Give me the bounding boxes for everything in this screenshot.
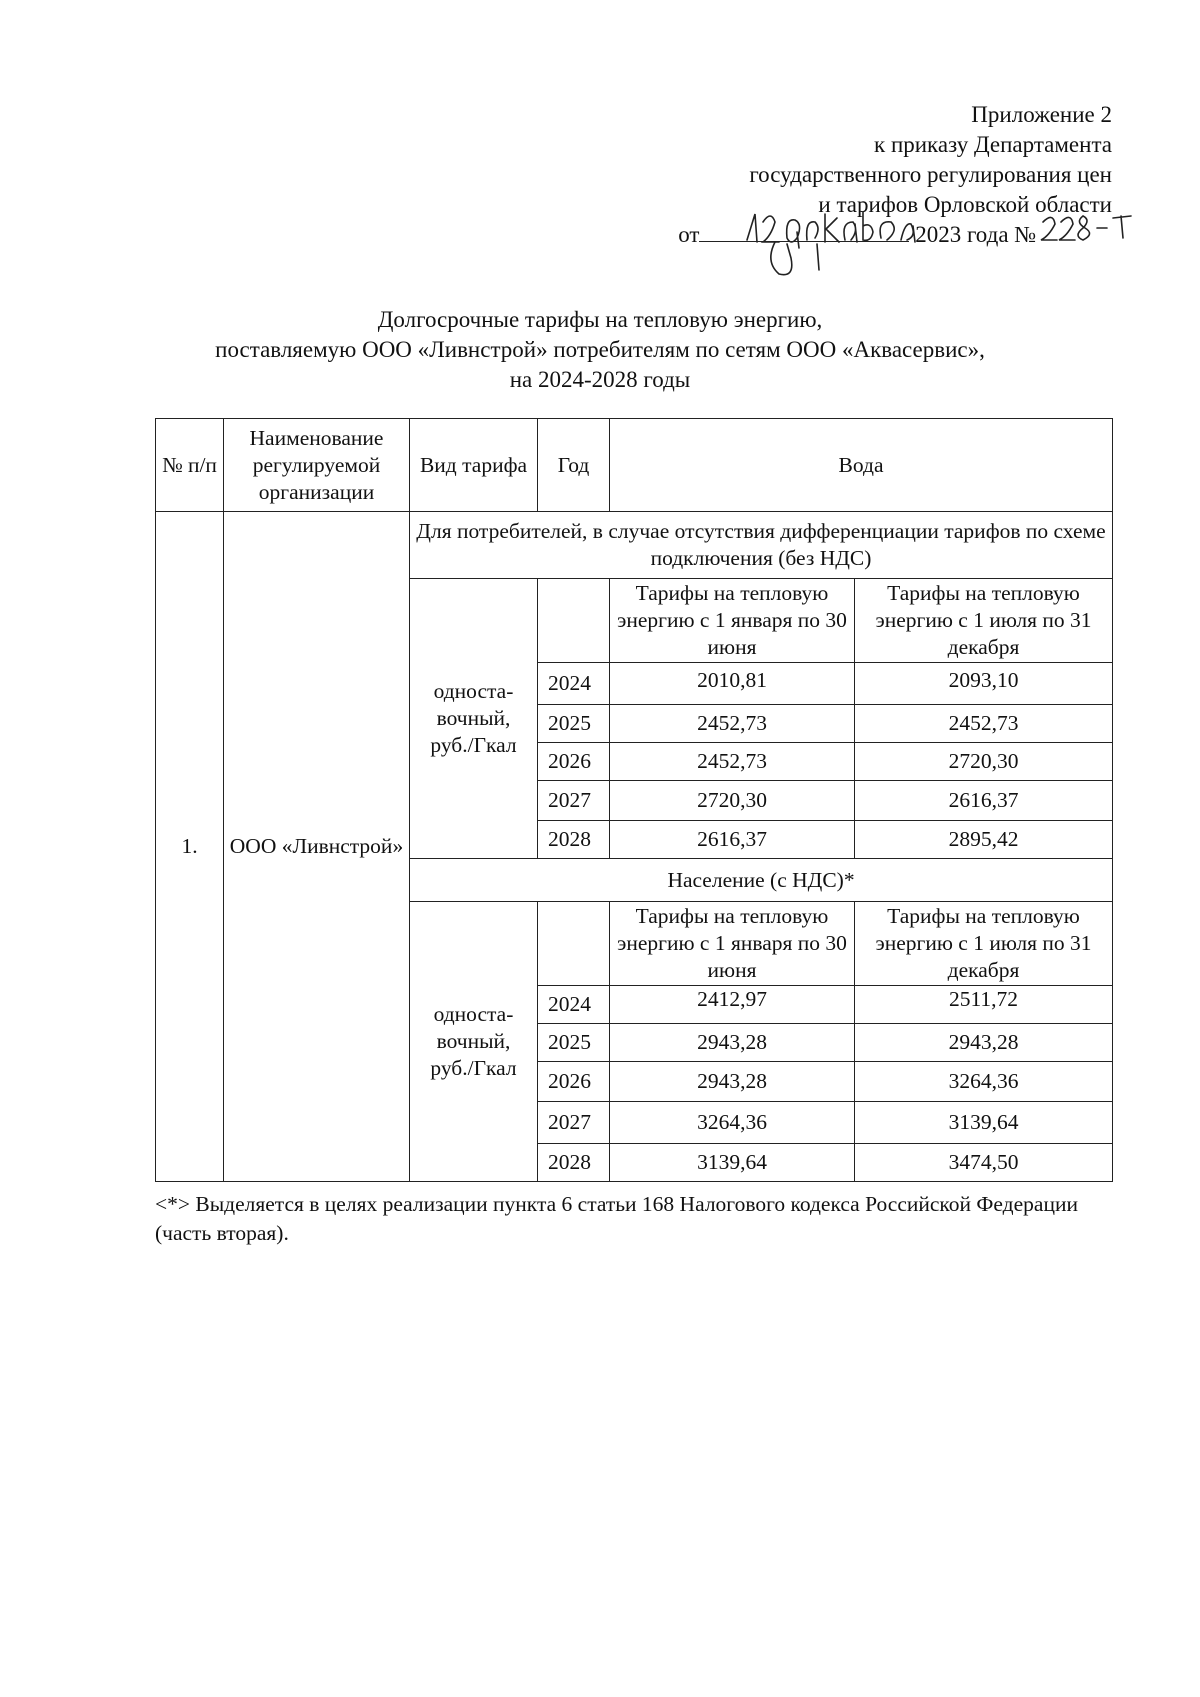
year-cell: 2027 [538, 781, 610, 821]
value-h2: 2452,73 [855, 705, 1113, 743]
order-year: 2023 года № [915, 222, 1037, 247]
tariff-type: односта-вочный, руб./Гкал [410, 902, 538, 1182]
year-cell: 2024 [538, 663, 610, 705]
year-cell: 2025 [538, 705, 610, 743]
footnote: <*> Выделяется в целях реализации пункта 6 статьи 168 Налогового кодекса Российской Федерации (часть вторая). [155, 1192, 1078, 1245]
tariff-table [155, 418, 1113, 1182]
value-h1: 2943,28 [610, 1024, 855, 1062]
value-h2: 3474,50 [855, 1144, 1113, 1182]
tariff-type: односта-вочный, руб./Гкал [410, 579, 538, 859]
year-cell: 2026 [538, 1062, 610, 1102]
value-h2: 2093,10 [855, 663, 1113, 705]
subheader-h1: Тарифы на тепловую энергию с 1 января по 30 июня [610, 902, 855, 986]
title-line-3: на 2024-2028 годы [509, 367, 691, 392]
subheader-year-empty [538, 902, 610, 986]
value-h1: 2452,73 [610, 705, 855, 743]
value-h2: 2895,42 [855, 821, 1113, 859]
year-cell: 2028 [538, 821, 610, 859]
year-cell: 2024 [538, 986, 610, 1024]
value-h1: 2412,97 [610, 986, 855, 1024]
year-cell: 2025 [538, 1024, 610, 1062]
value-h1: 3139,64 [610, 1144, 855, 1182]
value-h2: 2943,28 [855, 1024, 1113, 1062]
category-label: Для потребителей, в случае отсутствия дифференциации тарифов по схеме подключения (без НДС) [410, 512, 1113, 579]
value-h1: 2010,81 [610, 663, 855, 705]
subheader-year-empty [538, 579, 610, 663]
value-h2: 3264,36 [855, 1062, 1113, 1102]
value-h2: 2720,30 [855, 743, 1113, 781]
header-water: Вода [610, 419, 1113, 512]
year-cell: 2028 [538, 1144, 610, 1182]
value-h1: 2720,30 [610, 781, 855, 821]
year-cell: 2027 [538, 1102, 610, 1144]
document-title [0, 305, 1200, 395]
year-cell: 2026 [538, 743, 610, 781]
header-type: Вид тарифа [410, 419, 538, 512]
subheader-h1: Тарифы на тепловую энергию с 1 января по 30 июня [610, 579, 855, 663]
order-prefix: от [678, 222, 700, 247]
value-h1: 2452,73 [610, 743, 855, 781]
appendix-line-3: государственного регулирования цен [749, 162, 1112, 187]
appendix-line-1: Приложение 2 [971, 102, 1112, 127]
handwriting-signature [735, 192, 1175, 282]
appendix-line-4: и тарифов Орловской области [818, 192, 1112, 217]
value-h2: 3139,64 [855, 1102, 1113, 1144]
value-h2: 2511,72 [855, 986, 1113, 1024]
organization-name: ООО «Ливнстрой» [224, 512, 410, 1182]
title-line-1: Долгосрочные тарифы на тепловую энергию, [377, 307, 823, 332]
appendix-line-2: к приказу Департамента [874, 132, 1112, 157]
subheader-h2: Тарифы на тепловую энергию с 1 июля по 31 декабря [855, 579, 1113, 663]
value-h1: 2616,37 [610, 821, 855, 859]
value-h1: 2943,28 [610, 1062, 855, 1102]
value-h2: 2616,37 [855, 781, 1113, 821]
subheader-h2: Тарифы на тепловую энергию с 1 июля по 31 декабря [855, 902, 1113, 986]
header-org: Наименование регулируемой организации [224, 419, 410, 512]
header-year: Год [538, 419, 610, 512]
title-line-2: поставляемую ООО «Ливнстрой» потребителям по сетям ООО «Аквасервис», [215, 337, 985, 362]
value-h1: 3264,36 [610, 1102, 855, 1144]
table-header-row [156, 419, 1113, 512]
row-number: 1. [156, 512, 224, 1182]
category-row [156, 512, 1113, 579]
header-num: № п/п [156, 419, 224, 512]
category-label: Население (с НДС)* [410, 859, 1113, 902]
